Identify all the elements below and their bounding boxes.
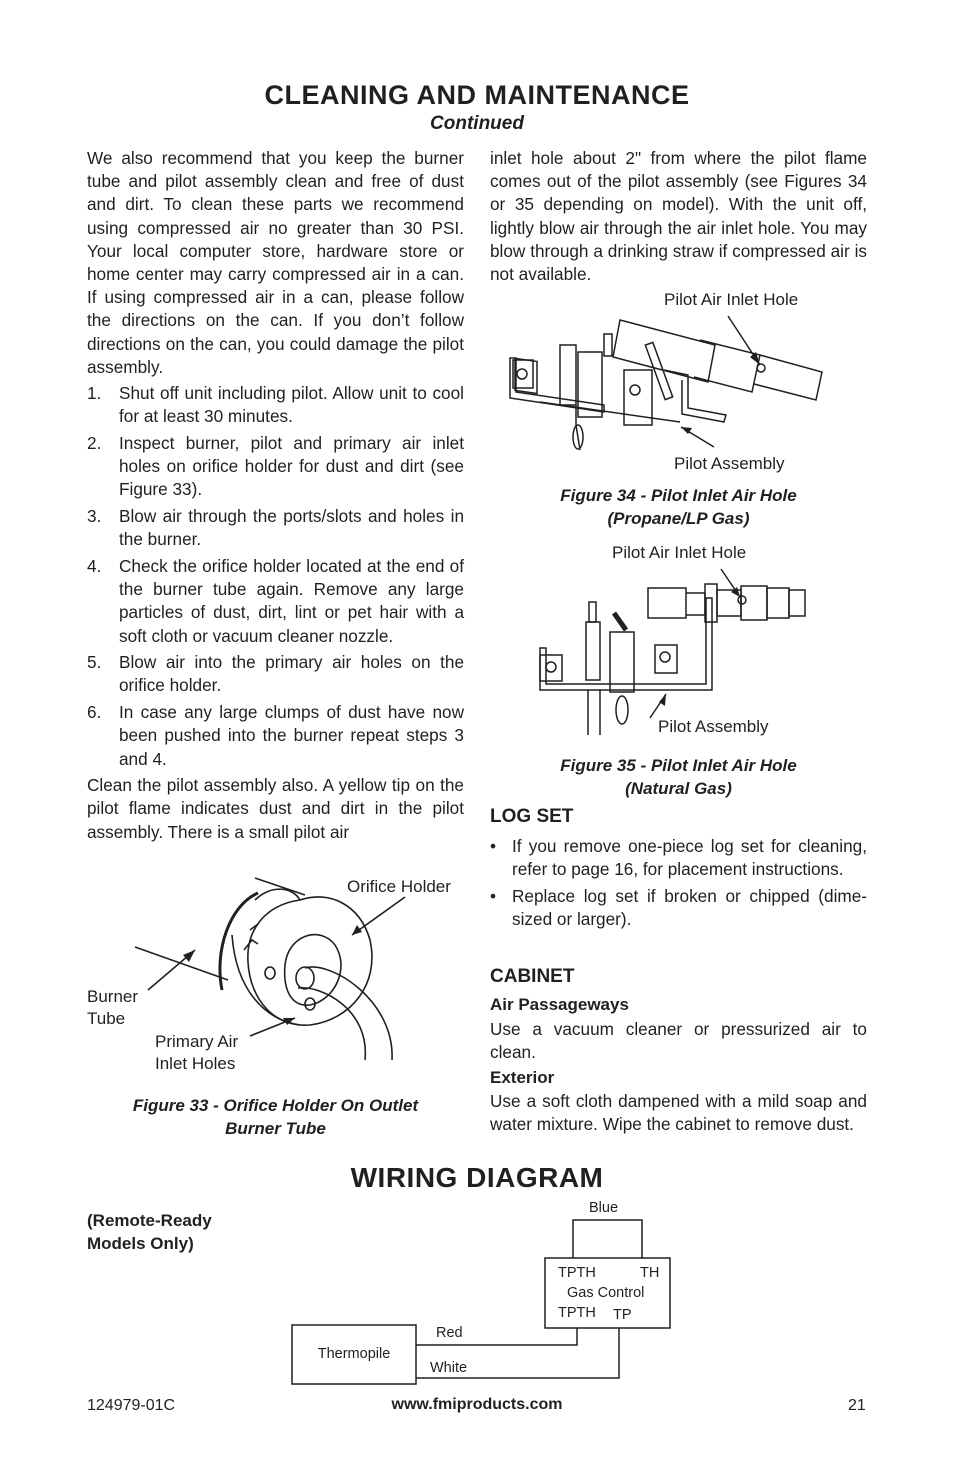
blue-wire [573,1220,642,1258]
step-text: Check the orifice holder located at the end of the burner tube again. Remove any large particles of dust, dirt, lint or pet hair with a soft cloth or vacuum cleaner nozzle. [119,555,464,646]
figure-33-caption-line2: Burner Tube [225,1119,326,1138]
bullet-dot: • [490,836,497,856]
wiring-note-line1: (Remote-Ready [87,1211,212,1230]
figure-35-caption-line2: (Natural Gas) [625,779,732,798]
step-number: 6. [87,702,102,723]
page-title: CLEANING AND MAINTENANCE [264,80,690,110]
pilot-paragraph: Clean the pilot assembly also. A yellow tip on the pilot flame indicates dust and dirt in the pilot assembly. There is a small pilot air [87,775,464,842]
continued-paragraph: inlet hole about 2" from where the pilot flame comes out of the pilot assembly (see Figures 34 or 35 depending on model). With the unit off, lightly blow air through the air inlet hole. You may blow through a drinking straw if compressed air is not available. [490,148,867,285]
tpth-bottom-label: TPTH [558,1305,596,1321]
doc-number: 124979-01C [87,1397,176,1414]
exterior-heading: Exterior [490,1068,555,1087]
label-primary-line1: Primary Air [155,1032,239,1051]
white-label: White [430,1360,468,1376]
label-burner-line1: Burner [87,987,139,1006]
fig35-label-assembly: Pilot Assembly [658,717,769,736]
website-link[interactable]: www.fmiproducts.com [391,1396,563,1413]
step-number: 4. [87,555,102,576]
step-number: 1. [87,383,102,404]
page-number: 21 [848,1397,866,1414]
tpth-top-label: TPTH [558,1265,596,1281]
wiring-title: WIRING DIAGRAM [350,1162,604,1193]
thermopile-label: Thermopile [317,1346,391,1362]
label-primary-line2: Inlet Holes [155,1054,236,1073]
fig35-label-inlet: Pilot Air Inlet Hole [612,543,747,562]
bullet-text: If you remove one-piece log set for cleaning, refer to page 16, for placement instructions. [512,836,867,880]
step-text: In case any large clumps of dust have now been pushed into the burner repeat steps 3 and 4. [119,702,464,769]
step-text: Blow air through the ports/slots and holes in the burner. [119,506,464,550]
blue-label: Blue [589,1200,619,1216]
fig34-label-assembly: Pilot Assembly [674,454,785,473]
page-subtitle: Continued [430,113,524,134]
step-number: 3. [87,506,102,527]
intro-paragraph: We also recommend that you keep the burner tube and pilot assembly clean and free of dust and dirt. To clean these parts we recommend using compressed air no greater than 30 PSI. Your local computer store, hardware store or home center may carry compressed air in a can. If using compressed air in a can, please follow the directions on the can. If you don’t follow directions on the can, you could damage the pilot assembly. [87,148,464,377]
step-text: Blow air into the primary air holes on the orifice holder. [119,652,464,696]
figure-34-caption-line2: (Propane/LP Gas) [607,509,750,528]
step-text: Inspect burner, pilot and primary air inlet holes on orifice holder for dust and dirt (see Figure 33). [119,432,464,500]
wiring-note-line2: Models Only) [87,1234,194,1253]
gas-control-label: Gas Control [567,1285,645,1301]
step-number: 5. [87,652,102,673]
air-passageways-text: Use a vacuum cleaner or pressurized air to clean. [490,1019,867,1063]
cabinet-heading: CABINET [490,966,575,987]
step-text: Shut off unit including pilot. Allow unit to cool for at least 30 minutes. [119,383,464,427]
th-label: TH [640,1265,660,1281]
bullet-dot: • [490,885,497,906]
label-burner-line2: Tube [87,1009,126,1028]
figure-34-caption-line1: Figure 34 - Pilot Inlet Air Hole [560,486,797,505]
fig34-label-inlet: Pilot Air Inlet Hole [664,290,799,309]
step-number: 2. [87,432,102,453]
figure-35-caption-line1: Figure 35 - Pilot Inlet Air Hole [560,756,797,775]
log-set-heading: LOG SET [490,806,574,827]
label-orifice-holder: Orifice Holder [347,877,451,896]
bullet-text: Replace log set if broken or chipped (dime-sized or larger). [512,885,867,930]
red-label: Red [436,1325,463,1341]
figure-33-caption-line1: Figure 33 - Orifice Holder On Outlet [132,1096,419,1115]
air-passageways-heading: Air Passageways [490,995,629,1014]
exterior-text: Use a soft cloth dampened with a mild soap and water mixture. Wipe the cabinet to remove dust. [490,1091,867,1135]
tp-label: TP [613,1307,632,1323]
